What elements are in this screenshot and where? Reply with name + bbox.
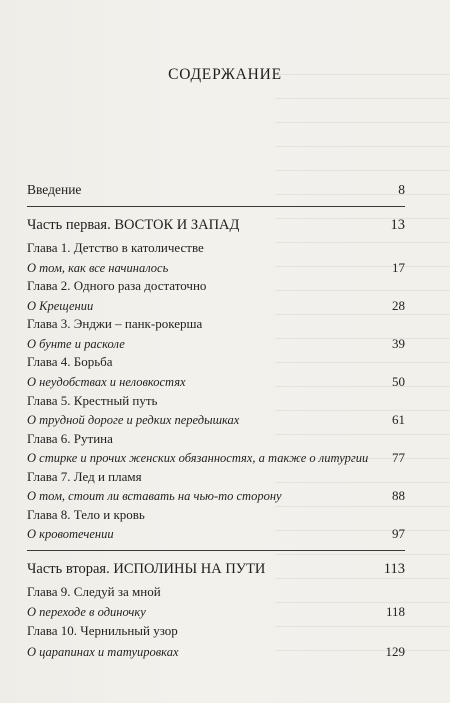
entry-label: Часть первая. ВОСТОК И ЗАПАД (27, 217, 240, 233)
entry-label: О Крещении (27, 299, 94, 313)
entry-label: О том, как все начиналось (27, 261, 169, 275)
toc-entry-chapter (27, 236, 405, 256)
toc-entry-chapter (27, 503, 405, 523)
entry-label: Глава 3. Энджи – панк-рокерша (27, 316, 203, 331)
toc-entry-subtitle (27, 256, 405, 276)
entry-label: О том, стоит ли вставать на чью-то сторону (27, 489, 282, 503)
entry-page: 88 (392, 488, 405, 503)
toc-entry-subtitle (27, 408, 405, 428)
entry-label: Глава 2. Одного раза достаточно (27, 278, 207, 293)
toc-entry-chapter (27, 274, 405, 294)
toc-entry-subtitle (27, 522, 405, 542)
entry-page: 50 (392, 374, 405, 389)
toc-entry-part-one (27, 214, 405, 234)
toc-entry-chapter (27, 619, 405, 639)
entry-label: О переходе в одиночку (27, 605, 146, 619)
toc-entry-intro (27, 178, 405, 198)
toc-entry-subtitle (27, 294, 405, 314)
entry-page: 28 (392, 298, 405, 313)
entry-label: Глава 6. Рутина (27, 431, 113, 446)
entry-page: 39 (392, 336, 405, 351)
section-divider (27, 206, 405, 207)
toc-entry-subtitle (27, 484, 405, 504)
entry-page: 97 (392, 526, 405, 541)
toc-entry-subtitle (27, 600, 405, 620)
entry-label: Глава 4. Борьба (27, 354, 113, 369)
toc-entry-subtitle (27, 370, 405, 390)
toc-entry-chapter (27, 465, 405, 485)
toc-entry-subtitle (27, 640, 405, 660)
entry-label: О царапинах и татуировках (27, 645, 179, 659)
entry-label: О неудобствах и неловкостях (27, 375, 186, 389)
entry-page: 8 (398, 182, 405, 197)
entry-label: Глава 5. Крестный путь (27, 393, 158, 408)
entry-label: Введение (27, 182, 82, 197)
entry-page: 17 (392, 260, 405, 275)
toc-entry-chapter (27, 350, 405, 370)
entry-label: Глава 8. Тело и кровь (27, 507, 145, 522)
entry-label: О бунте и расколе (27, 337, 125, 351)
toc-entry-chapter (27, 389, 405, 409)
entry-page: 77 (392, 450, 405, 465)
toc-entry-subtitle (27, 332, 405, 352)
toc-entry-chapter (27, 312, 405, 332)
entry-page: 129 (385, 644, 405, 659)
toc-entry-part-two (27, 558, 405, 578)
entry-page: 61 (392, 412, 405, 427)
entry-label: Глава 10. Чернильный узор (27, 623, 178, 638)
entry-page: 13 (390, 217, 405, 233)
entry-label: О трудной дороге и редких передышках (27, 413, 240, 427)
entry-label: Глава 9. Следуй за мной (27, 584, 161, 599)
entry-label: О кровотечении (27, 527, 114, 541)
entry-label: Глава 7. Лед и пламя (27, 469, 142, 484)
section-divider (27, 550, 405, 551)
toc-entry-chapter (27, 580, 405, 600)
entry-label: Часть вторая. ИСПОЛИНЫ НА ПУТИ (27, 561, 266, 577)
toc-entry-subtitle (27, 446, 405, 466)
entry-page: 118 (385, 604, 405, 619)
toc-entry-chapter (27, 427, 405, 447)
page-title: СОДЕРЖАНИЕ (168, 66, 282, 83)
entry-label: О стирке и прочих женских обязанностях, а также о литургии (27, 451, 369, 465)
entry-label: Глава 1. Детство в католичестве (27, 240, 204, 255)
entry-page: 113 (383, 561, 405, 577)
